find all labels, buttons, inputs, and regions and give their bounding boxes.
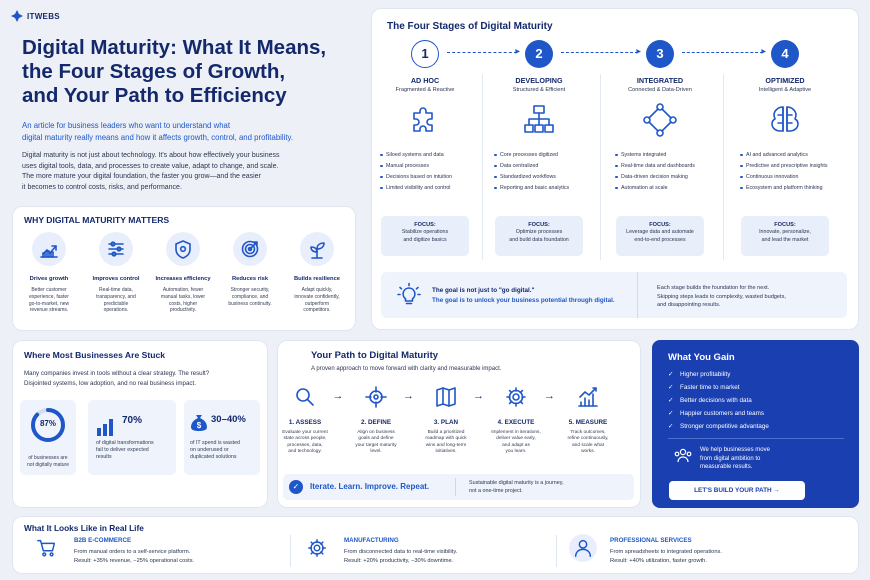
divider <box>290 535 291 567</box>
why-desc-line: innovate confidently, <box>294 293 340 300</box>
arrow-icon: → <box>403 390 414 402</box>
dashed-arrow: ▶ <box>447 52 517 56</box>
note-line2: Skipping steps leads to complexity, wasted budgets, <box>657 293 786 300</box>
why-desc-line: costs, higher <box>168 300 198 307</box>
case-line2: Result: +20% productivity, −30% downtime. <box>344 557 454 564</box>
search-icon <box>293 385 317 409</box>
stage-number-badge: 4 <box>771 40 799 68</box>
stage-subtitle: Fragmented & Reactive <box>395 87 455 93</box>
step-desc-line: deliver value early, <box>496 436 536 442</box>
step-name: 2. DEFINE <box>360 419 392 426</box>
why-desc-line: outperform <box>304 300 330 307</box>
step-name: 1. ASSESS <box>288 419 322 426</box>
lightbulb-icon <box>396 282 422 308</box>
hero-body-line4: it becomes to control costs, risks, and performance. <box>22 183 182 191</box>
journey-line1: Sustainable digital maturity is a journey, <box>469 480 564 486</box>
step-desc-line: you learn. <box>505 449 527 455</box>
stat-desc-line1: of digital transformations <box>96 440 154 446</box>
focus-line2: and build data foundation <box>509 236 569 243</box>
iterate-text: Iterate. Learn. Improve. Repeat. <box>310 482 430 491</box>
stage-bullet: Ecosystem and platform thinking <box>740 185 846 191</box>
why-item-label: Improves control <box>92 276 140 282</box>
focus-label: FOCUS: <box>649 222 671 228</box>
brand-logo <box>10 9 60 23</box>
stage-bullet: Core processes digitized <box>494 152 600 158</box>
column-divider <box>482 74 483 260</box>
stat-card-30-40 <box>184 400 260 475</box>
stage-name: OPTIMIZED <box>765 76 805 85</box>
stat-card-87 <box>20 400 76 475</box>
network-icon <box>643 103 677 137</box>
stat-card-70 <box>88 400 176 475</box>
case-line1: From disconnected data to real-time visibility. <box>344 549 458 555</box>
hero-title-line2: the Four Stages of Growth, <box>22 59 286 83</box>
column-divider <box>600 74 601 260</box>
gain-item: ✓ Better decisions with data <box>668 397 769 404</box>
stat-value-70: 70% <box>122 415 143 426</box>
case-name: PROFESSIONAL SERVICES <box>610 537 692 544</box>
step-desc-line: Evaluate your current <box>282 430 328 435</box>
gain-item: ✓ Higher profitability <box>668 371 769 378</box>
journey-line2: not a one-time project. <box>469 488 523 495</box>
gain-card <box>652 340 859 508</box>
target-icon <box>364 385 388 409</box>
why-item-label: Increases efficiency <box>155 276 211 282</box>
chart-icon <box>38 238 60 260</box>
case-name: MANUFACTURING <box>344 537 399 544</box>
why-item <box>152 232 214 327</box>
arrow-icon: → <box>332 390 344 402</box>
icon-circle <box>300 232 334 266</box>
why-desc-line: revenue streams. <box>29 307 69 314</box>
bar-chart-icon <box>96 416 116 436</box>
real-life-card <box>12 516 859 574</box>
why-desc-line: Real-time data, <box>99 287 133 293</box>
logo-icon <box>10 9 24 23</box>
why-desc-line: Better customer <box>31 287 67 293</box>
stage-bullet: Data-driven decision making <box>615 174 721 180</box>
dashed-arrow: ▶ <box>561 52 638 56</box>
arrow-icon: → <box>473 390 484 402</box>
stat-desc-line2: fail to deliver expected <box>96 447 149 454</box>
brain-icon <box>768 103 802 137</box>
team-icon <box>674 448 692 464</box>
stat-value-87: 87% <box>39 419 56 428</box>
why-item <box>219 232 281 327</box>
focus-line1: Leverage data and automate <box>626 229 694 236</box>
icon-circle <box>166 232 200 266</box>
build-path-button[interactable]: LET'S BUILD YOUR PATH → <box>669 481 805 500</box>
stage-bullet: Predictive and prescriptive insights <box>740 163 846 169</box>
focus-line2: and digitize basics <box>403 236 447 243</box>
goal-line1: The goal is not just to "go digital." <box>432 287 535 294</box>
stage-bullet: Real-time data and dashboards <box>615 163 721 169</box>
hero-body-line3: The more mature your digital foundation, the faster you grow—and the easier <box>22 173 261 181</box>
puzzle-icon <box>408 103 442 137</box>
stage-bullet: Manual processes <box>380 163 486 169</box>
stuck-line2: Disjointed systems, low adoption, and no real business impact. <box>24 379 196 387</box>
stat-desc-line3: results <box>96 454 112 461</box>
path-title: Your Path to Digital Maturity <box>311 350 439 361</box>
person-icon <box>572 537 594 559</box>
gain-item: ✓ Stronger competitive advantage <box>668 423 769 430</box>
sprout-icon <box>306 238 328 260</box>
why-desc-line: manual tasks, lower <box>160 293 206 300</box>
stage-bullets <box>494 152 600 196</box>
gear-icon <box>504 385 528 409</box>
stuck-line1: Many companies invest in tools without a clear strategy. The result? <box>24 370 210 377</box>
path-subtitle: A proven approach to move forward with clarity and measurable impact. <box>311 366 502 372</box>
why-matters-title: WHY DIGITAL MATURITY MATTERS <box>24 215 170 225</box>
case-line1: From spreadsheets to integrated operations. <box>610 549 722 555</box>
why-desc-line: productivity. <box>169 307 197 314</box>
case-line2: Result: +40% utilization, faster growth. <box>610 557 707 564</box>
real-life-title: What It Looks Like in Real Life <box>24 523 144 533</box>
help-line2: from digital ambition to <box>700 455 761 462</box>
why-desc-line: transparency, and <box>96 293 136 300</box>
why-desc-line: Stronger security, <box>230 287 270 293</box>
step-desc-line: Align on business <box>357 430 395 435</box>
focus-label: FOCUS: <box>774 222 796 228</box>
step-name: 4. EXECUTE <box>497 419 535 426</box>
step-desc-line: Implement in iterations, <box>491 430 541 435</box>
case-name: B2B E-COMMERCE <box>74 537 132 544</box>
step-desc-line: and adapt as <box>502 442 530 448</box>
stage-number-badge: 1 <box>411 40 439 68</box>
stage-bullet: Automation at scale <box>615 185 721 191</box>
why-desc-line: compliance, and <box>231 293 269 300</box>
why-desc-line: Adapt quickly, <box>301 287 333 293</box>
focus-line2: and lead the market <box>761 236 809 243</box>
step-desc-line: and scale what <box>572 442 604 448</box>
why-item <box>286 232 348 327</box>
case-line1: From manual orders to a self-service platform. <box>74 549 191 555</box>
divider <box>637 272 638 318</box>
step-desc-line: level. <box>370 449 382 455</box>
stage-bullets <box>380 152 486 196</box>
why-item-label: Reduces risk <box>231 276 269 282</box>
stage-focus <box>741 216 829 256</box>
arrow-icon: → <box>544 390 555 402</box>
stage-name: DEVELOPING <box>515 76 563 85</box>
map-icon <box>434 385 458 409</box>
why-desc-line: predictable <box>103 300 129 307</box>
why-desc-line: operations. <box>103 307 129 314</box>
step-desc-line: refine continuously, <box>567 436 609 442</box>
stage-bullets <box>615 152 721 196</box>
gain-item: ✓ Faster time to market <box>668 384 769 391</box>
goal-bar <box>381 272 847 318</box>
shield-icon <box>172 238 194 260</box>
focus-line2: end-to-end processes <box>634 236 686 243</box>
stage-bullet: Siloed systems and data <box>380 152 486 158</box>
step-desc-line: Build a prioritized <box>427 430 465 435</box>
stage-focus <box>381 216 469 256</box>
gain-title: What You Gain <box>668 352 735 363</box>
stat-value-30-40: 30–40% <box>211 414 246 425</box>
hero-body-line1: Digital maturity is not just about technology. It's about how effectively your business <box>22 152 280 160</box>
money-bag-icon <box>190 412 208 432</box>
divider <box>455 478 456 496</box>
four-stages-title: The Four Stages of Digital Maturity <box>387 21 553 32</box>
step-name: 3. PLAN <box>433 419 459 426</box>
stage-bullet: Standardized workflows <box>494 174 600 180</box>
why-item <box>85 232 147 327</box>
brand-name: ITWEBS <box>27 11 60 21</box>
column-divider <box>723 74 724 260</box>
step-desc-line: works. <box>581 449 595 455</box>
case-line2: Result: +35% revenue, −25% operational costs. <box>74 557 195 564</box>
stat-desc-line1: of IT spend is wasted <box>190 440 240 446</box>
divider <box>668 438 844 439</box>
stat-desc-line2: not digitally mature <box>27 461 69 468</box>
stat-desc-line1: of businesses are <box>28 455 68 461</box>
stage-focus <box>616 216 704 256</box>
focus-line1: Optimize processes <box>515 229 563 236</box>
step-desc-line: and technology. <box>288 449 322 455</box>
stage-bullet: Reporting and basic analytics <box>494 185 600 191</box>
stage-bullet: Limited visibility and control <box>380 185 486 191</box>
focus-line1: Innovate, personalize, <box>759 229 811 236</box>
why-item-label: Drives growth <box>29 276 69 282</box>
target-icon <box>239 238 261 260</box>
why-desc-line: competitors. <box>303 307 331 314</box>
cart-icon <box>36 537 58 559</box>
divider <box>556 535 557 567</box>
help-line3: measurable results. <box>700 464 753 471</box>
hero <box>22 36 367 193</box>
help-line1: We help businesses move <box>700 447 770 453</box>
hero-body-line2: uses digital tools, data, and processes to create value, adapt to change, and scale. <box>22 162 279 170</box>
step-name: 5. MEASURE <box>568 419 608 426</box>
stage-subtitle: Intelligent & Adaptive <box>758 87 812 93</box>
stage-subtitle: Connected & Data-Driven <box>628 87 692 93</box>
stage-bullet: AI and advanced analytics <box>740 152 846 158</box>
step-desc-line: processes, data, <box>287 442 323 448</box>
why-desc-line: Automation, fewer <box>162 287 204 293</box>
step-desc-line: roadmap with quick <box>425 436 467 442</box>
focus-line1: Stabilize operations <box>401 229 449 236</box>
why-desc-line: go-to-market, new <box>28 300 70 307</box>
stage-bullet: Continuous innovation <box>740 174 846 180</box>
icon-circle <box>233 232 267 266</box>
why-desc-line: business continuity. <box>228 300 272 307</box>
step-desc-line: state across people, <box>283 436 327 442</box>
dashed-arrow: ▶ <box>682 52 763 56</box>
gear-icon <box>306 537 328 559</box>
step-desc-line: Track outcomes, <box>570 430 606 435</box>
check-icon: ✓ <box>289 480 303 494</box>
gain-item: ✓ Happier customers and teams <box>668 410 769 417</box>
svg-text:$: $ <box>196 421 202 430</box>
stage-focus <box>495 216 583 256</box>
step-desc-line: initiatives. <box>435 449 457 455</box>
why-item <box>18 232 80 327</box>
hero-intro-line1: An article for business leaders who want to understand what <box>22 120 231 130</box>
stage-number-badge: 2 <box>525 40 553 68</box>
stage-name: INTEGRATED <box>636 76 684 85</box>
note-line3: and disappointing results. <box>657 302 721 309</box>
stat-desc-line2: on underused or <box>190 447 229 454</box>
stage-bullet: Systems integrated <box>615 152 721 158</box>
stage-subtitle: Structured & Efficient <box>512 87 566 93</box>
stage-bullets <box>740 152 846 196</box>
step-desc-line: goals and define <box>358 436 394 442</box>
focus-label: FOCUS: <box>414 222 436 228</box>
stage-name: AD HOC <box>410 76 440 85</box>
step-desc-line: wins and long-term <box>425 442 467 448</box>
iterate-bar <box>283 474 634 500</box>
icon-circle <box>99 232 133 266</box>
stage-bullet: Decisions based on intuition <box>380 174 486 180</box>
stuck-title: Where Most Businesses Are Stuck <box>24 350 166 360</box>
stat-desc-line3: duplicated solutions <box>190 454 237 461</box>
note-line1: Each stage builds the foundation for the next. <box>657 285 770 291</box>
why-desc-line: experience, faster <box>29 293 69 300</box>
sliders-icon <box>105 238 127 260</box>
goal-line2: The goal is to unlock your business potential through digital. <box>432 296 615 304</box>
hero-title-line3: and Your Path to Efficiency <box>22 83 287 107</box>
icon-circle <box>32 232 66 266</box>
focus-label: FOCUS: <box>528 222 550 228</box>
step-desc-line: your target maturity <box>355 442 397 448</box>
hero-intro-line2: digital maturity really means and how it affects growth, control, and profitability. <box>22 132 293 142</box>
why-item-label: Builds resilience <box>293 276 341 282</box>
growth-chart-icon <box>576 385 600 409</box>
stage-bullet: Data centralized <box>494 163 600 169</box>
stage-number-badge: 3 <box>646 40 674 68</box>
org-chart-icon <box>522 103 556 137</box>
hero-title-line1: Digital Maturity: What It Means, <box>22 36 327 59</box>
